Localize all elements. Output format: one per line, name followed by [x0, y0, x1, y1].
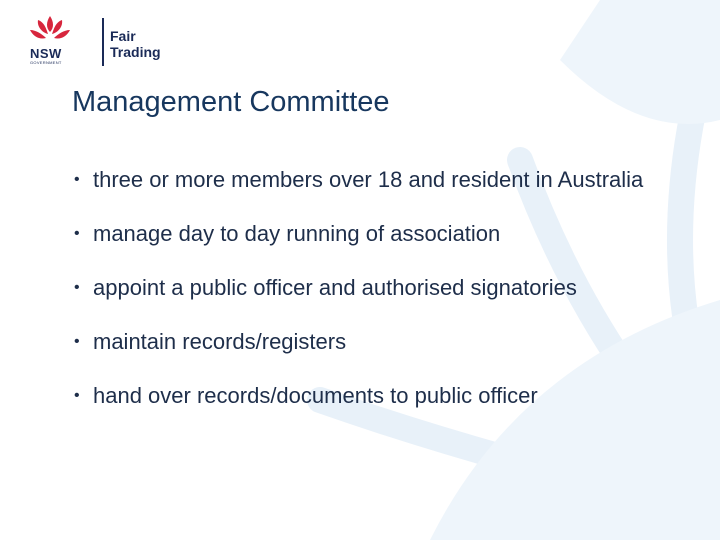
bullet-item	[72, 218, 692, 250]
bullet-item	[72, 326, 692, 358]
bullet-dot-icon: •	[74, 387, 80, 404]
bullet-text: manage day to day running of association	[93, 221, 501, 246]
bullet-text: maintain records/registers	[93, 329, 347, 354]
nsw-fair-trading-logo	[26, 14, 161, 65]
logo-nsw-text: NSW	[30, 46, 62, 61]
bullet-list	[72, 164, 692, 434]
bullet-item	[72, 272, 692, 304]
logo-division-name	[110, 28, 161, 60]
bullet-text: appoint a public officer and authorised signatories	[93, 275, 577, 300]
bullet-item	[72, 164, 692, 196]
slide-title: Management Committee	[72, 86, 390, 118]
logo-division-line-2: Trading	[110, 44, 161, 60]
bullet-dot-icon: •	[74, 171, 80, 188]
bullet-dot-icon: •	[74, 333, 80, 350]
logo-division-line-1: Fair	[110, 28, 136, 44]
bullet-text: three or more members over 18 and resident in Australia	[93, 167, 644, 192]
bullet-text: hand over records/documents to public officer	[93, 383, 538, 408]
bullet-dot-icon: •	[74, 279, 80, 296]
bullet-dot-icon: •	[74, 225, 80, 242]
bullet-item	[72, 380, 692, 412]
logo-government-text: GOVERNMENT	[30, 60, 62, 65]
logo-divider	[102, 18, 104, 66]
